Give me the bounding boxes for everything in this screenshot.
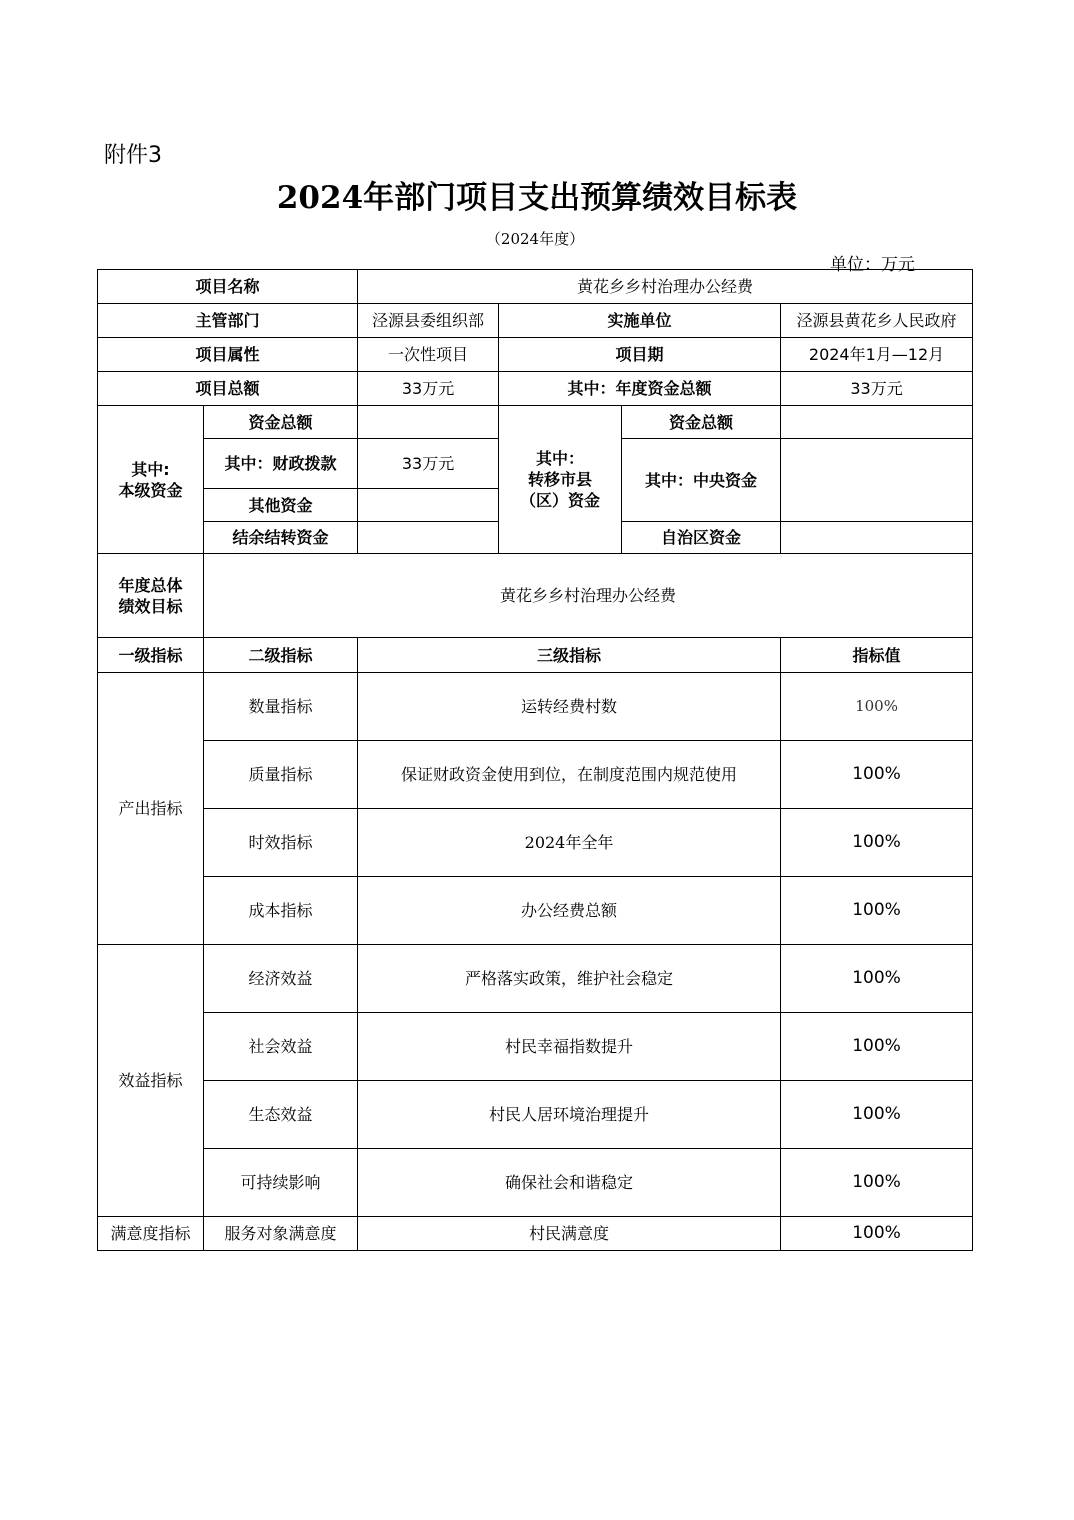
level2-cell: 成本指标 — [204, 877, 358, 945]
impl-label: 实施单位 — [499, 304, 781, 338]
dept-value: 泾源县委组织部 — [358, 304, 499, 338]
value-cell: 100% — [781, 877, 973, 945]
page-title: 2024年部门项目支出预算绩效目标表 — [276, 180, 798, 216]
satisfaction-indicator-label: 满意度指标 — [98, 1217, 204, 1251]
region-value — [781, 522, 973, 554]
period-label: 项目期 — [499, 338, 781, 372]
other-label: 其他资金 — [204, 489, 358, 522]
level2-cell: 经济效益 — [204, 945, 358, 1013]
level3-cell: 严格落实政策，维护社会稳定 — [358, 945, 781, 1013]
attr-value: 一次性项目 — [358, 338, 499, 372]
total-value: 33万元 — [358, 372, 499, 406]
level2-cell: 时效指标 — [204, 809, 358, 877]
level2-cell: 社会效益 — [204, 1013, 358, 1081]
header-level3: 三级指标 — [358, 638, 781, 673]
local-funds-label: 其中: 本级资金 — [98, 406, 204, 554]
attr-label: 项目属性 — [98, 338, 358, 372]
level3-cell: 保证财政资金使用到位，在制度范围内规范使用 — [358, 741, 781, 809]
transfer-total-label: 资金总额 — [622, 406, 781, 439]
total-label: 项目总额 — [98, 372, 358, 406]
value-cell: 100% — [781, 1217, 973, 1251]
carry-label: 结余结转资金 — [204, 522, 358, 554]
level2-cell: 生态效益 — [204, 1081, 358, 1149]
local-total-label: 资金总额 — [204, 406, 358, 439]
impl-value: 泾源县黄花乡人民政府 — [781, 304, 973, 338]
level2-cell: 服务对象满意度 — [204, 1217, 358, 1251]
level2-cell: 数量指标 — [204, 673, 358, 741]
fiscal-label: 其中：财政拨款 — [204, 439, 358, 489]
value-cell: 100% — [781, 809, 973, 877]
value-cell: 100% — [781, 1013, 973, 1081]
goal-text: 黄花乡乡村治理办公经费 — [204, 554, 973, 638]
output-indicator-label: 产出指标 — [98, 673, 204, 945]
annual-value: 33万元 — [781, 372, 973, 406]
level2-cell: 可持续影响 — [204, 1149, 358, 1217]
level3-cell: 运转经费村数 — [358, 673, 781, 741]
local-total-value — [358, 406, 499, 439]
level3-cell: 村民幸福指数提升 — [358, 1013, 781, 1081]
attachment-label: 附件3 — [104, 143, 162, 168]
project-name-value: 黄花乡乡村治理办公经费 — [358, 270, 973, 304]
region-label: 自治区资金 — [622, 522, 781, 554]
carry-value — [358, 522, 499, 554]
transfer-funds-label: 其中： 转移市县 （区）资金 — [499, 406, 622, 554]
annual-label: 其中：年度资金总额 — [499, 372, 781, 406]
header-value: 指标值 — [781, 638, 973, 673]
value-cell: 100% — [781, 945, 973, 1013]
level3-cell: 确保社会和谐稳定 — [358, 1149, 781, 1217]
transfer-total-value — [781, 406, 973, 439]
unit-label: 单位：万元 — [830, 255, 915, 275]
fiscal-value: 33万元 — [358, 439, 499, 489]
benefit-indicator-label: 效益指标 — [98, 945, 204, 1217]
year-label: （2024年度） — [485, 230, 585, 248]
level2-cell: 质量指标 — [204, 741, 358, 809]
dept-label: 主管部门 — [98, 304, 358, 338]
performance-table — [97, 269, 973, 1251]
value-cell: 100% — [781, 741, 973, 809]
level3-cell: 办公经费总额 — [358, 877, 781, 945]
value-cell: 100% — [781, 673, 973, 741]
central-label: 其中：中央资金 — [622, 439, 781, 522]
level3-cell: 村民人居环境治理提升 — [358, 1081, 781, 1149]
central-value — [781, 439, 973, 522]
value-cell: 100% — [781, 1081, 973, 1149]
other-value — [358, 489, 499, 522]
header-level1: 一级指标 — [98, 638, 204, 673]
value-cell: 100% — [781, 1149, 973, 1217]
level3-cell: 2024年全年 — [358, 809, 781, 877]
project-name-label: 项目名称 — [98, 270, 358, 304]
header-level2: 二级指标 — [204, 638, 358, 673]
goal-label: 年度总体 绩效目标 — [98, 554, 204, 638]
level3-cell: 村民满意度 — [358, 1217, 781, 1251]
period-value: 2024年1月—12月 — [781, 338, 973, 372]
